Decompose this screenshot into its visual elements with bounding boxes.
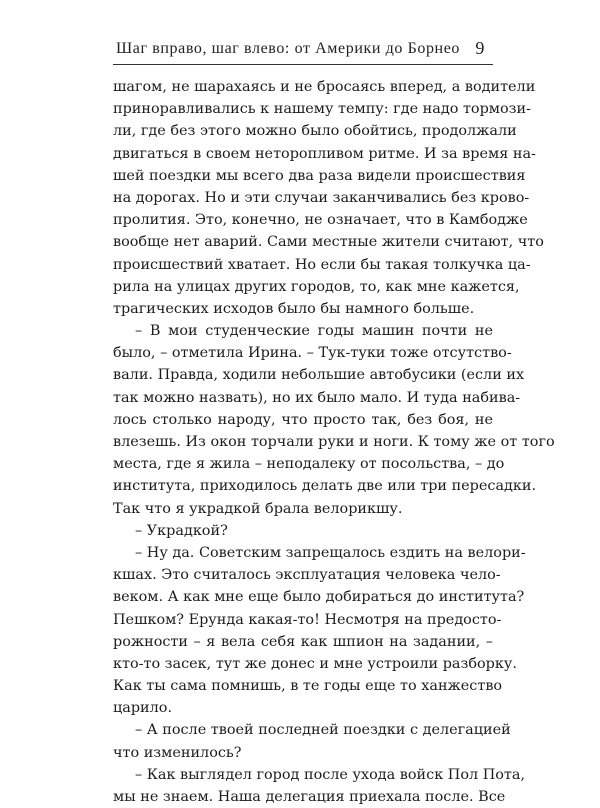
text-line: кто-то засек, тут же донес и мне устроили разборку.	[113, 655, 517, 672]
text-line: веком. А как мне еще было добираться до института?	[113, 589, 525, 606]
text-line: Пешком? Ерунда какая-то! Несмотря на предосто-	[113, 611, 502, 628]
text-line: ли, где без этого можно было обойтись, продолжали	[113, 123, 517, 140]
text-line: на дорогах. Но и эти случаи заканчивались без крово-	[113, 189, 530, 206]
text-line: – В мои студенческие годы машин почти не	[135, 323, 493, 340]
text-line: вообще нет аварий. Сами местные жители считают, что	[113, 234, 544, 251]
text-line: места, где я жила – неподалеку от посольства, – до	[113, 456, 505, 473]
body-text	[113, 76, 555, 808]
text-line: кшах. Это считалось эксплуатация человека чело-	[113, 567, 501, 584]
text-line: мы не знаем. Наша делегация приехала после. Все	[113, 789, 506, 805]
text-line: рила на улицах других городов, то, как мне кажется,	[113, 278, 520, 295]
text-line: лось столько народу, что просто так, без боя, не	[113, 411, 493, 428]
text-line: так можно назвать), но их было мало. И туда набива-	[113, 389, 521, 406]
text-line: – Украдкой?	[135, 522, 228, 539]
text-line: шагом, не шарахаясь и не бросаясь вперед, а водители	[113, 79, 536, 95]
text-line: двигаться в своем неторопливом ритме. И за время на-	[113, 145, 536, 162]
text-line: приноравливались к нашему темпу: где надо тормози-	[113, 101, 531, 118]
text-line: вали. Правда, ходили небольшие автобусики (если их	[113, 367, 525, 384]
text-line: царило.	[113, 700, 173, 717]
page-number: 9	[475, 38, 485, 58]
header-rule	[113, 64, 493, 65]
running-head	[113, 34, 493, 64]
text-line: было, – отметила Ирина. – Тук-туки тоже отсутство-	[113, 345, 512, 362]
text-line: трагических исходов было бы намного больше.	[113, 300, 475, 317]
text-line: Как ты сама помнишь, в те годы еще то ханжество	[113, 678, 503, 695]
text-line: рожности – я вела себя как шпион на задании, –	[113, 633, 493, 650]
text-line: – А после твоей последней поездки с делегацией	[135, 722, 511, 739]
text-line: пролития. Это, конечно, не означает, что в Камбодже	[113, 212, 528, 229]
text-line: – Как выглядел город после ухода войск Пол Пота,	[135, 766, 526, 783]
running-title: Шаг вправо, шаг влево: от Америки до Борнео	[116, 40, 461, 57]
text-line: Так что я украдкой брала велорикшу.	[113, 500, 403, 517]
text-line: института, приходилось делать две или три пересадки.	[113, 478, 537, 495]
text-line: влезешь. Из окон торчали руки и ноги. К тому же от того	[113, 434, 555, 450]
text-line: шей поездки мы всего два раза видели происшествия	[113, 167, 526, 184]
text-line: происшествий хватает. Но если бы такая толкучка ца-	[113, 256, 531, 273]
text-line: – Ну да. Советским запрещалось ездить на велори-	[135, 544, 526, 561]
text-line: что изменилось?	[113, 744, 242, 761]
